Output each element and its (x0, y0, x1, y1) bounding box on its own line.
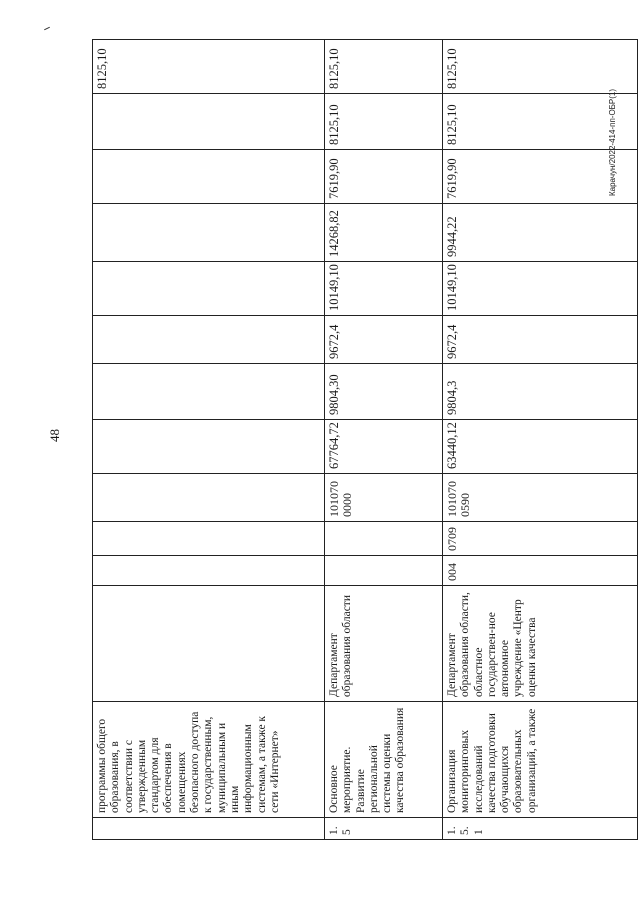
row-id (93, 818, 325, 840)
row-value (93, 364, 325, 420)
row-text: программы общего образования, в соответствии с утвержденным стандартом для обеспечения в помещениях безопасного доступа к государственным, муниципальным и иным информационным системам, а также к сети «Интернет» (93, 702, 325, 818)
row-text: Основное мероприятие. Развитие региональной системы оценки качества образования (325, 702, 443, 818)
row-value: 63440,12 (443, 420, 638, 474)
table-row (325, 40, 443, 840)
row-value: 8125,10 (325, 94, 443, 150)
row-value: 7619,90 (443, 150, 638, 204)
row-value: 14268,82 (325, 204, 443, 262)
rotated-table-container (92, 40, 637, 840)
row-code-csr (93, 474, 325, 522)
row-value: 67764,72 (325, 420, 443, 474)
row-value (93, 420, 325, 474)
row-value: 9804,3 (443, 364, 638, 420)
corner-mark (44, 27, 50, 30)
row-value: 8125,10 (443, 40, 638, 94)
row-value: 9672,4 (443, 316, 638, 364)
row-value (93, 316, 325, 364)
row-code-1 (325, 556, 443, 586)
row-code-2 (325, 522, 443, 556)
row-value: 10149,10 (325, 262, 443, 316)
row-code-2 (93, 522, 325, 556)
row-value (93, 150, 325, 204)
row-value: 9804,30 (325, 364, 443, 420)
row-value: 9944,22 (443, 204, 638, 262)
row-value: 8125,10 (93, 40, 325, 94)
row-code-1: 004 (443, 556, 638, 586)
row-value: 7619,90 (325, 150, 443, 204)
row-value (93, 94, 325, 150)
row-code-2: 0709 (443, 522, 638, 556)
row-value: 8125,10 (325, 40, 443, 94)
row-value: 10149,10 (443, 262, 638, 316)
row-executor: Департамент образования области, областное государствен-ное автономное учреждение «Центр оценки качества (443, 586, 638, 702)
document-code: Карачун/2022-414-пп-ОБР(1) (608, 88, 617, 196)
row-executor: Департамент образования области (325, 586, 443, 702)
page-number: 48 (47, 429, 62, 442)
row-executor (93, 586, 325, 702)
row-value: 8125,10 (443, 94, 638, 150)
row-value (93, 204, 325, 262)
row-value (93, 262, 325, 316)
table-row (443, 40, 638, 840)
row-text: Организация мониторинговых исследований качества подготовки обучающихся образовательных организаций, а также (443, 702, 638, 818)
table-row (93, 40, 325, 840)
row-code-csr: 101070 0000 (325, 474, 443, 522)
row-value: 9672,4 (325, 316, 443, 364)
row-id: 1.5.1 (443, 818, 638, 840)
program-table (92, 39, 638, 840)
row-id: 1.5 (325, 818, 443, 840)
row-code-1 (93, 556, 325, 586)
row-code-csr: 101070 0590 (443, 474, 638, 522)
